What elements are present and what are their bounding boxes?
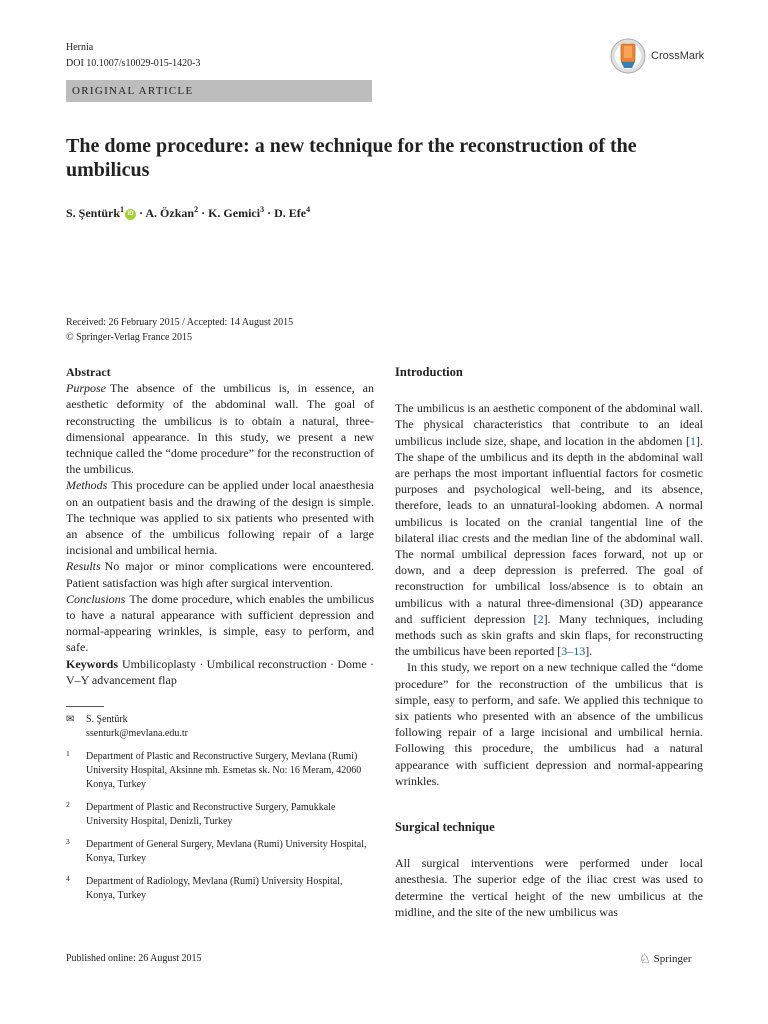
received-accepted: Received: 26 February 2015 / Accepted: 14 August 2015 (66, 317, 294, 328)
abstract-results: Results No major or minor complications were encountered. Patient satisfaction was high after surgical intervention. (66, 559, 374, 590)
springer-horse-icon: ♘ (639, 951, 651, 966)
corresponding-email[interactable]: ssenturk@mevlana.edu.tr (86, 728, 188, 740)
envelope-icon: ✉ (66, 714, 75, 726)
author-3[interactable]: K. Gemici$^3$ (208, 205, 265, 220)
article-type-banner: ORIGINAL ARTICLE (66, 80, 372, 102)
reference-link-1[interactable]: 1 (690, 433, 696, 448)
right-column (395, 364, 703, 920)
copyright: © Springer-Verlag France 2015 (66, 332, 192, 343)
abstract-purpose: Purpose The absence of the umbilicus is, in essence, an aesthetic deformity of the abdominal wall. The goal of reconstructing the umbilicus is to obtain a natural, three-dimensional appearance. In this study, we present a new technique called the “dome procedure” for the reconstruction of the umbilicus. (66, 381, 374, 477)
publisher-name: Springer (653, 953, 692, 965)
abstract-methods: Methods This procedure can be applied under local anaesthesia on an outpatient basis and the drawing of the design is simple. The technique was applied to six patients who presented with an absence of the umbilicus following repair of a large incisional and umbilical hernia. (66, 478, 374, 558)
doi[interactable]: DOI 10.1007/s10029-015-1420-3 (66, 58, 201, 69)
abstract-conclusions: Conclusions The dome procedure, which enables the umbilicus to have a natural appearance with sufficient depression and normal-appearing wrinkles, is simple, easy to perform, and safe. (66, 591, 374, 655)
author-4[interactable]: D. Efe$^4$ (274, 205, 311, 220)
corresponding-author: S. Şentürk (86, 714, 128, 726)
abstract-heading: Abstract (66, 365, 111, 379)
introduction-heading: Introduction (395, 365, 463, 379)
surgical-technique-paragraph-1: All surgical interventions were performed under local anesthesia. The superior edge of the iliac crest was used to determine the vertical height of the new umbilicus at the midline, and the site of the new umbilicus was (395, 856, 703, 919)
orcid-icon[interactable]: iD (125, 209, 136, 220)
affiliation-2: 2 Department of Plastic and Reconstructive Surgery, Pamukkale University Hospital, Denizli, Turkey (66, 800, 336, 828)
author-list: S. Şentürk$^1$ iD · A. Özkan$^2$ · K. Gemici$^3$ · D. Efe$^4$ (66, 205, 311, 220)
crossmark-label: CrossMark (651, 50, 705, 62)
affiliation-3: 3 Department of General Surgery, Mevlana (Rumi) University Hospital, Konya, Turkey (66, 837, 367, 865)
journal-name: Hernia (66, 42, 94, 53)
article-title: The dome procedure: a new technique for the reconstruction of the umbilicus (66, 135, 637, 181)
published-online: Published online: 26 August 2015 (66, 953, 202, 964)
crossmark-icon (610, 38, 646, 74)
author-2[interactable]: A. Özkan$^2$ (145, 205, 199, 220)
author-1[interactable]: S. Şentürk$^1$ (66, 205, 125, 220)
affiliation-1: 1 Department of Plastic and Reconstructive Surgery, Mevlana (Rumi) University Hospital, Aksinne mh. Esmetas sk. No: 16 Meram, 42060 Konya, Turkey (66, 749, 362, 791)
springer-logo[interactable] (639, 951, 692, 967)
introduction-paragraph-2: In this study, we report on a new technique called the “dome procedure” for the reconstruction of the umbilicus that is simple, easy to perform, and safe. We applied this technique to six patients who presented with an absence of the umbilicus following repair of a large incisional and umbilical hernia. Following this procedure, the umbilicus had a natural appearance with sufficient depression and normal-appearing wrinkles. (395, 660, 703, 788)
reference-link-2[interactable]: 2 (537, 611, 544, 626)
introduction-paragraph-1: The umbilicus is an aesthetic component of the abdominal wall. The physical characteristics that contribute to an ideal umbilicus include size, shape, and location in the abdomen [1]. The shape of the umbilicus and its depth in the abdominal wall are perhaps the most important influential factors for cosmetic purposes and psychological well-being, and its absence, therefore, leads to an unnatural-looking abdomen. A normal umbilicus is located on the cranial tangential line of the bilateral iliac crests and the median line of the abdominal wall. The normal umbilical depression faces forward, not up or down, and a deep depression is preferred. The goal of reconstruction for umbilical loss/absence is to obtain an umbilicus with a natural three-dimensional (3D) appearance and sufficient depression [2]. Many techniques, including methods such as skin grafts and skin flaps, for reconstructing the umbilicus have been reported [3–13]. (395, 401, 704, 659)
crossmark-badge[interactable] (610, 38, 704, 74)
surgical-technique-heading: Surgical technique (395, 820, 495, 835)
footnote-divider (66, 706, 104, 707)
article-dates (66, 315, 293, 345)
correspondence (66, 713, 374, 741)
affiliation-4: 4 Department of Radiology, Mevlana (Rumi) University Hospital, Konya, Turkey (66, 874, 343, 902)
left-column (66, 364, 374, 912)
reference-link-3-13[interactable]: 3–13 (561, 644, 586, 659)
journal-meta (66, 40, 200, 72)
keywords: Keywords Umbilicoplasty · Umbilical reconstruction · Dome · V–Y advancement flap (66, 656, 374, 687)
